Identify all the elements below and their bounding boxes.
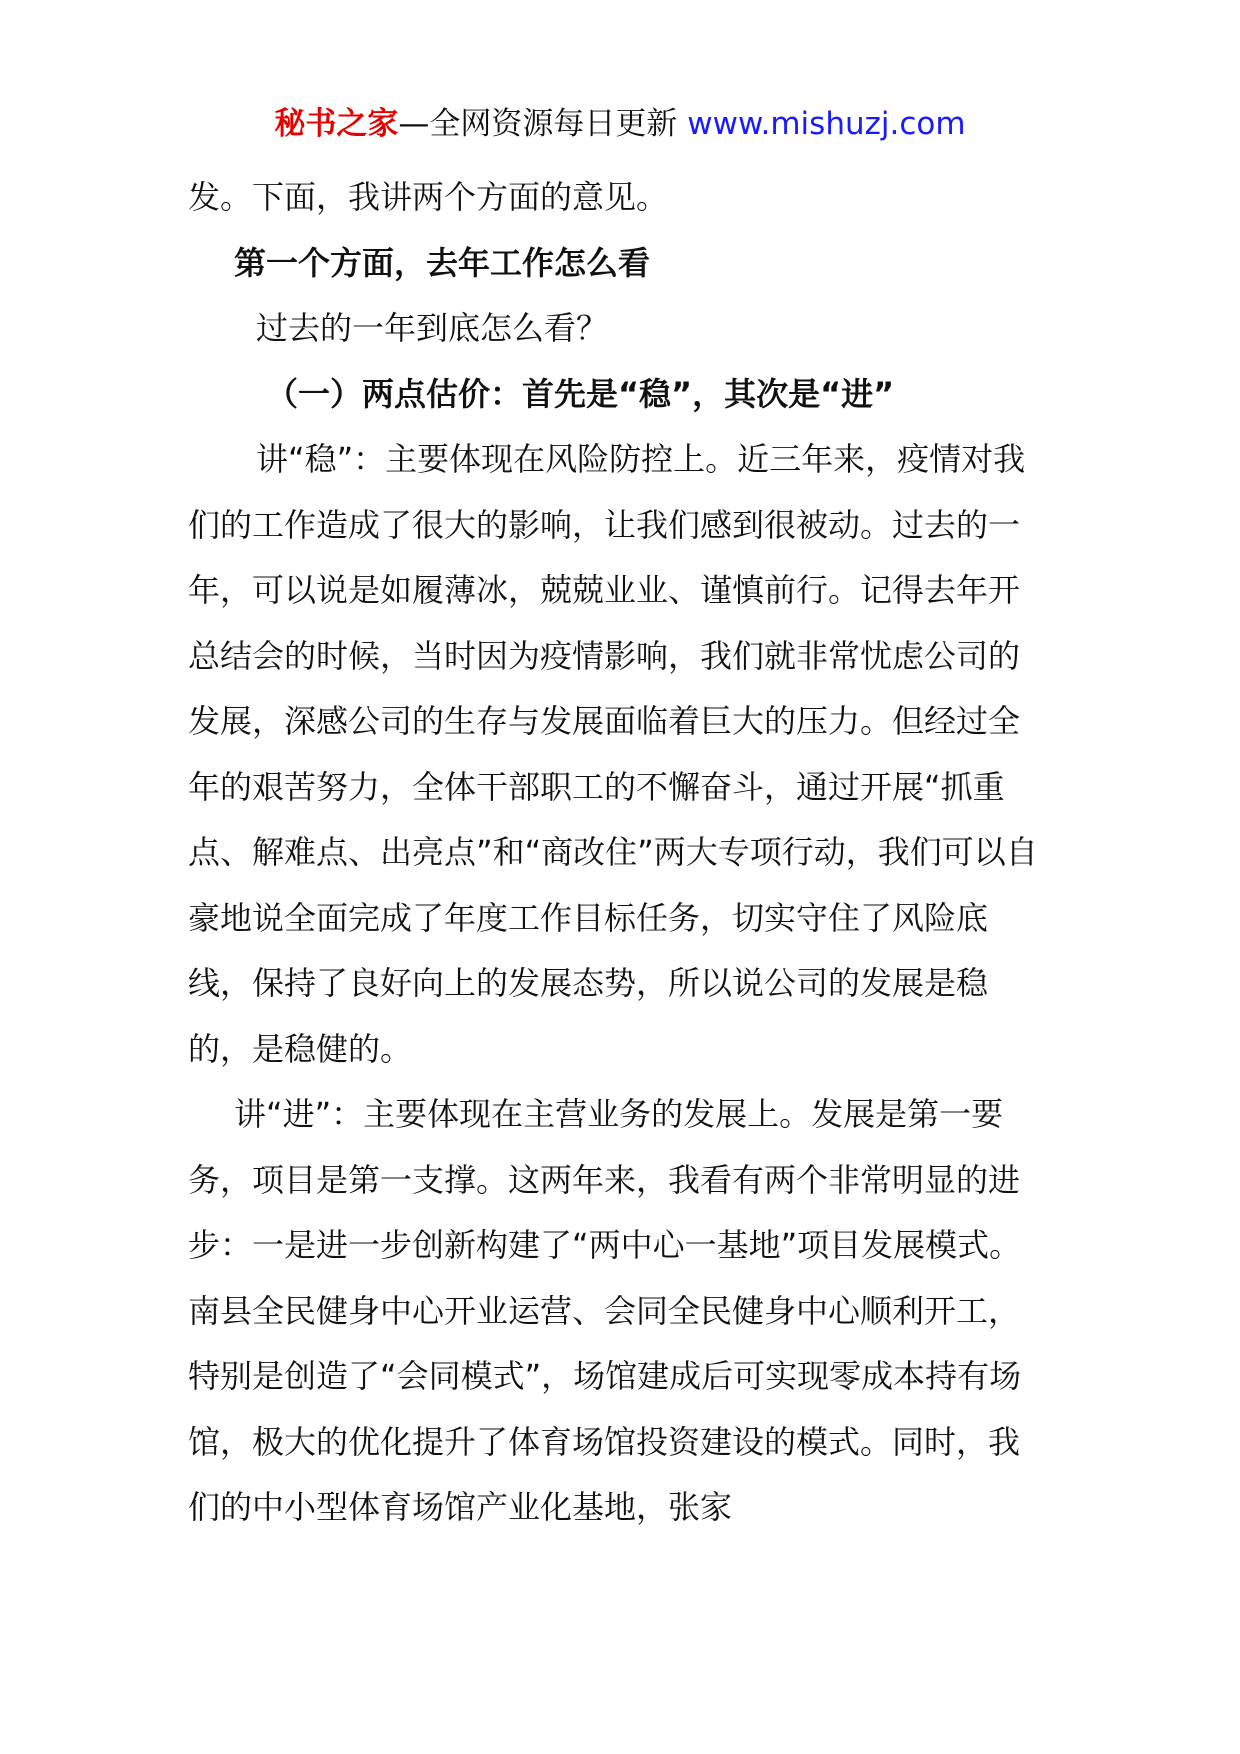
page-header — [0, 104, 1240, 144]
section-heading-2: （一）两点估价：首先是“稳”，其次是“进” — [266, 374, 895, 413]
paragraph-intro: 发。下面，我讲两个方面的意见。 — [188, 178, 669, 216]
paragraph-progress: 讲“进”：主要体现在主营业务的发展上。发展是第一要务，项目是第一支撑。这两年来，我看有两个非常明显的进步：一是进一步创新构建了“两中心一基地”项目发展模式。南县全民健身中心开业运营、会同全民健身中心顺利开工，特别是创造了“会同模式”，场馆建成后可实现零成本持有场馆，极大的优化提升了体育场馆投资建设的模式。同时，我们的中小型体育场馆产业化基地，张家 — [188, 1095, 1022, 1526]
header-url-link[interactable]: www.mishuzj.com — [687, 106, 966, 142]
document-body — [188, 165, 1048, 1541]
header-brand: 秘书之家 — [274, 106, 399, 142]
header-slogan: —全网资源每日更新 — [398, 106, 678, 142]
paragraph-stable: 讲“稳”：主要体现在风险防控上。近三年来，疫情对我们的工作造成了很大的影响，让我们感到很被动。过去的一年，可以说是如履薄冰，兢兢业业、谨慎前行。记得去年开总结会的时候，当时因为疫情影响，我们就非常忧虑公司的发展，深感公司的生存与发展面临着巨大的压力。但经过全年的艰苦努力，全体干部职工的不懈奋斗，通过开展“抓重点、解难点、出亮点”和“商改住”两大专项行动，我们可以自豪地说全面完成了年度工作目标任务，切实守住了风险底线，保持了良好向上的发展态势，所以说公司的发展是稳的，是稳健的。 — [188, 440, 1038, 1068]
paragraph-question: 过去的一年到底怎么看？ — [256, 309, 609, 347]
section-heading-1: 第一个方面，去年工作怎么看 — [234, 243, 651, 282]
